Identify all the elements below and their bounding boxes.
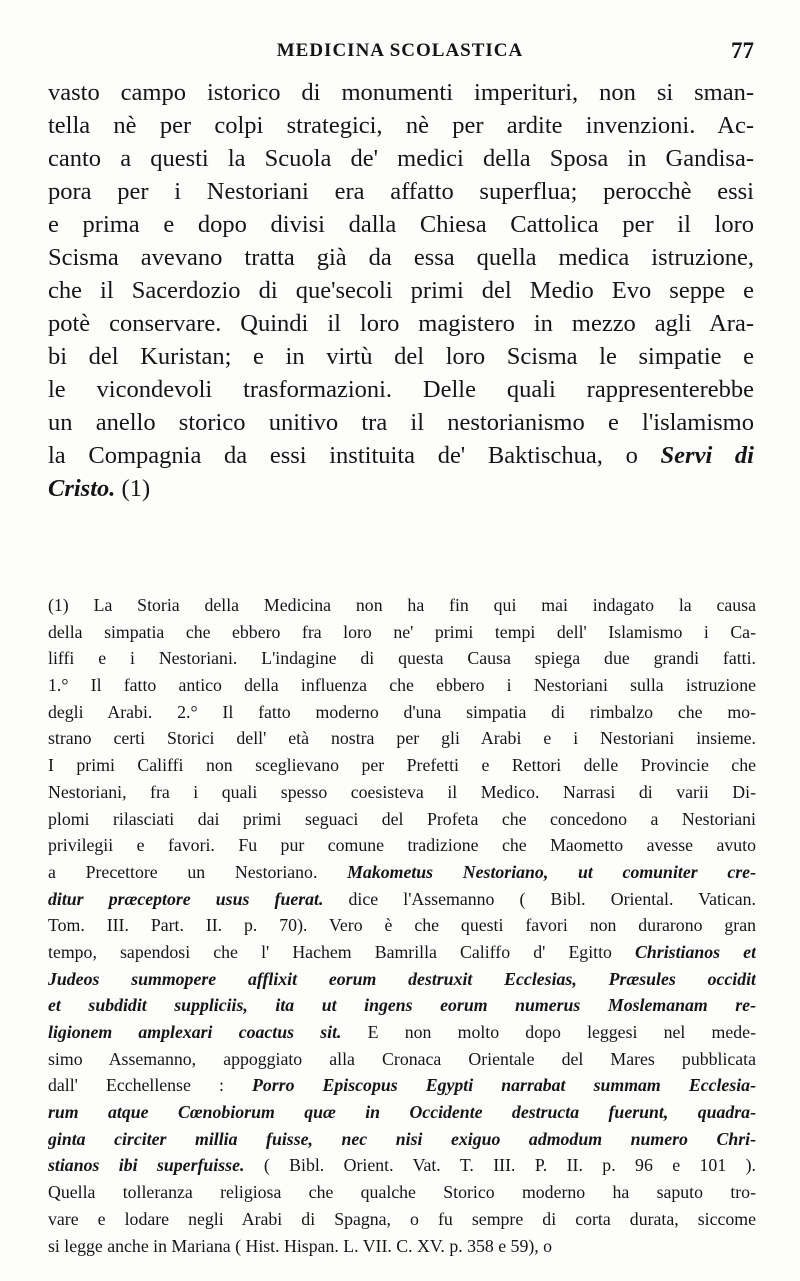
footnote-line: 1.° Il fatto antico della influenza che ebbero i Nestoriani sulla istruzione (48, 675, 756, 696)
text-line: canto a questi la Scuola de' medici della Sposa in Gandisa- (48, 145, 754, 172)
text-run: dall' Ecchellense : (48, 1075, 252, 1096)
text-line: un anello storico unitivo tra il nestorianismo e l'islamismo (48, 409, 754, 436)
footnote-mixed-lines (48, 859, 756, 1259)
footnote-line (48, 1179, 756, 1206)
footnote-line (48, 992, 756, 1019)
text-run: si legge anche in Mariana ( Hist. Hispan. L. VII. C. XV. p. 358 e 59), o (48, 1235, 553, 1256)
italic-run: ligionem amplexari coactus sit. (48, 1022, 342, 1042)
text-run: tempo, sapendosi che l' Hachem Bamrilla Califfo d' Egitto (48, 941, 636, 962)
text-line: e prima e dopo divisi dalla Chiesa Cattolica per il loro (48, 211, 754, 238)
italic-run: Christianos et (635, 941, 756, 962)
text-line: pora per i Nestoriani era affatto superflua; perocchè essi (48, 178, 754, 205)
page-header (40, 38, 760, 68)
italic-run: ginta circiter millia fuisse, nec nisi exiguo admodum numero Chri- (48, 1128, 756, 1149)
footnote-line (48, 1046, 756, 1073)
footnote-line: strano certi Storici dell' età nostra per gli Arabi e i Nestoriani insieme. (48, 728, 756, 749)
italic-run: Cristo. (48, 475, 116, 502)
footnote-line (48, 912, 756, 939)
main-text (48, 76, 754, 505)
text-run: simo Assemanno, appoggiato alla Cronaca Orientale del Mares pubblicata (48, 1048, 756, 1069)
text-line: bi del Kuristan; e in virtù del loro Scisma le simpatie e (48, 343, 754, 370)
footnote-line (48, 1072, 756, 1099)
footnote-line: liffi e i Nestoriani. L'indagine di questa Causa spiega due grandi fatti. (48, 648, 756, 669)
text-run: Tom. III. Part. II. p. 70). Vero è che questi favori non durarono gran (48, 915, 756, 936)
text-run: vare e lodare negli Arabi di Spagna, o fu sempre di corta durata, siccome (48, 1208, 756, 1229)
text-line: tella nè per colpi strategici, nè per ardite invenzioni. Ac- (48, 112, 754, 139)
text-line: che il Sacerdozio di que'secoli primi del Medio Evo seppe e (48, 277, 754, 304)
italic-run: ditur præceptore usus fuerat. (48, 888, 324, 909)
footnote-line: I primi Califfi non sceglievano per Prefetti e Rettori delle Provincie che (48, 755, 756, 776)
footnote-line (48, 1099, 756, 1126)
text-run: E non molto dopo leggesi nel mede- (341, 1022, 756, 1042)
footnote-line (48, 859, 756, 886)
italic-run: et subdidit suppliciis, ita ut ingens eorum numerus Moslemanam re- (48, 995, 756, 1016)
footnote-line (48, 1126, 756, 1153)
footnote-line (48, 966, 756, 993)
footnote-line: Nestoriani, fra i quali spesso coesisteva il Medico. Narrasi di varii Di- (48, 781, 756, 802)
italic-run: Servi di (660, 442, 754, 469)
text-line: vasto campo istorico di monumenti imperituri, non si sman- (48, 79, 754, 106)
footnote-line (48, 1152, 756, 1179)
text-run: Quella tolleranza religiosa che qualche Storico moderno ha saputo tro- (48, 1182, 756, 1203)
text-run: la Compagnia da essi instituita de' Baktischua, o (48, 442, 661, 469)
text-line: Scisma avevano tratta già da essa quella medica istruzione, (48, 244, 754, 271)
text-line (48, 472, 754, 505)
footnote-line: privilegii e favori. Fu pur comune tradizione che Maometto avesse avuto (48, 835, 756, 856)
footnote-ref: (1) (115, 475, 151, 502)
text-run: dice l'Assemanno ( Bibl. Oriental. Vatican. (323, 888, 756, 909)
text-line (48, 439, 754, 472)
text-run: ( Bibl. Orient. Vat. T. III. P. II. p. 96 e 101 ). (244, 1155, 756, 1176)
italic-run: stianos ibi superfuisse. (48, 1155, 245, 1176)
footnote-line (48, 886, 756, 913)
italic-run: Porro Episcopus Egypti narrabat summam Ecclesia- (251, 1075, 756, 1096)
footnote-line (48, 1206, 756, 1233)
text-line: le vicondevoli trasformazioni. Delle quali rappresenterebbe (48, 376, 754, 403)
footnote-line: plomi rilasciati dai primi seguaci del Profeta che concedono a Nestoriani (48, 808, 756, 829)
text-line: potè conservare. Quindi il loro magistero in mezzo agli Ara- (48, 310, 754, 337)
footnote-line (48, 939, 756, 966)
footnote-line: degli Arabi. 2.° Il fatto moderno d'una simpatia di rimbalzo che mo- (48, 701, 756, 722)
italic-run: rum atque Cœnobiorum quæ in Occidente destructa fuerunt, quadra- (48, 1102, 756, 1123)
italic-run: Makometus Nestoriano, ut comuniter cre- (347, 861, 756, 882)
running-head: MEDICINA SCOLASTICA (276, 40, 524, 61)
italic-run: Judeos summopere afflixit eorum destruxit Ecclesias, Præsules occidit (48, 968, 756, 989)
text-run: a Precettore un Nestoriano. (48, 861, 348, 882)
footnote (48, 592, 756, 1259)
footnote-line: (1) La Storia della Medicina non ha fin qui mai indagato la causa (48, 595, 756, 615)
footnote-line: della simpatia che ebbero fra loro ne' primi tempi dell' Islamismo i Ca- (48, 621, 756, 642)
page-number: 77 (731, 38, 754, 63)
footnote-line (48, 1019, 756, 1046)
footnote-line (48, 1233, 756, 1260)
